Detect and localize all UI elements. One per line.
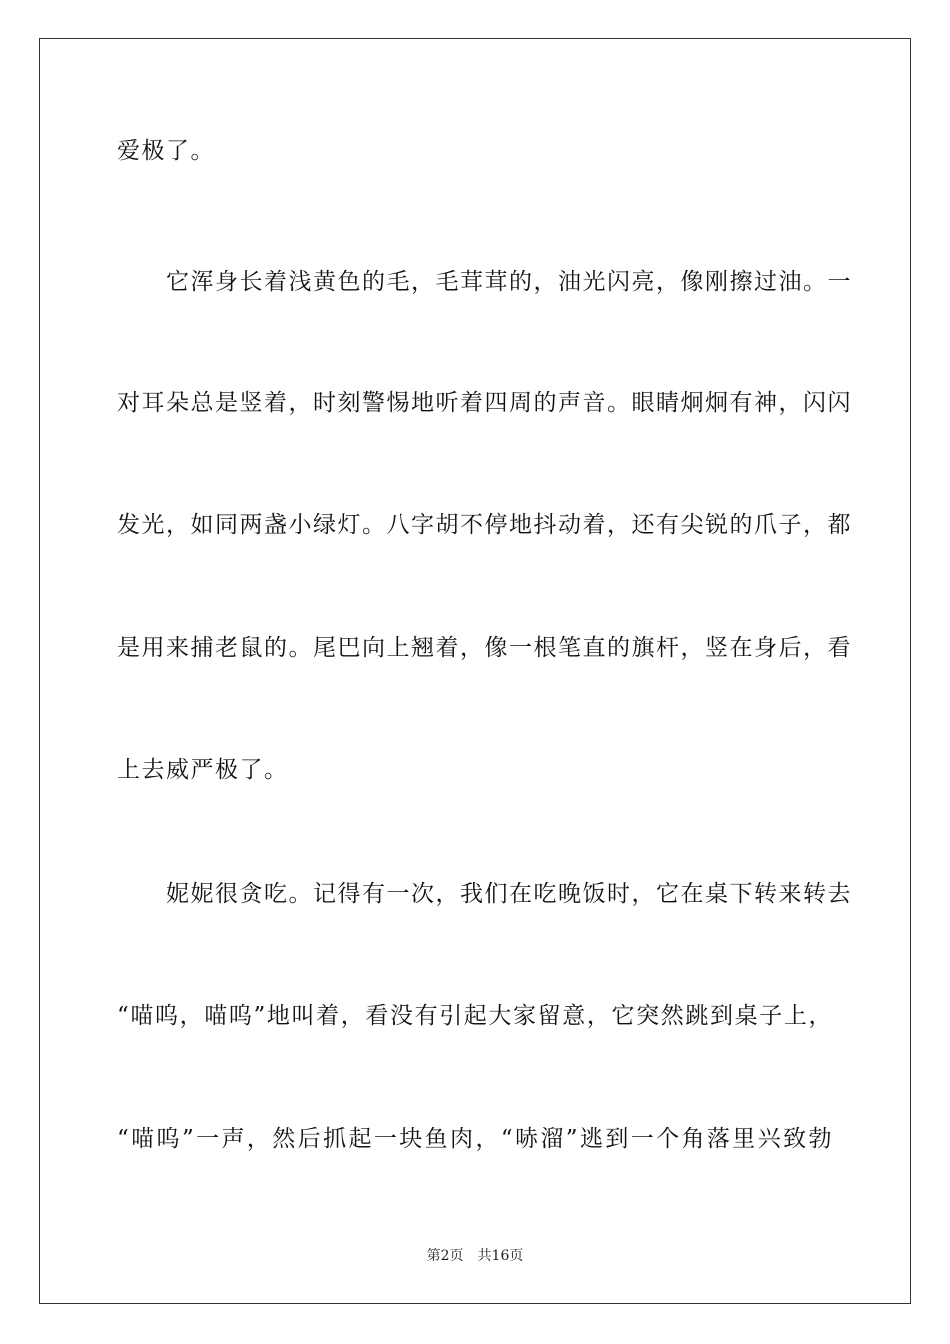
page-border: [39, 38, 911, 1304]
page-number: 第2页: [426, 1248, 464, 1264]
text-line-9: “喵呜”一声，然后抓起一块鱼肉，“哧溜”逃到一个角落里兴致勃: [117, 1126, 833, 1152]
text-line-5: 是用来捕老鼠的。尾巴向上翘着，像一根笔直的旗杆，竖在身后，看: [117, 635, 852, 661]
text-line-3: 对耳朵总是竖着，时刻警惕地听着四周的声音。眼睛炯炯有神，闪闪: [117, 390, 852, 416]
text-line-1: 爱极了。: [117, 138, 215, 164]
text-line-8: “喵呜，喵呜”地叫着，看没有引起大家留意，它突然跳到桌子上，: [117, 1003, 833, 1029]
text-line-7: 妮妮很贪吃。记得有一次，我们在吃晚饭时，它在桌下转来转去: [117, 881, 852, 907]
text-line-2: 它浑身长着浅黄色的毛，毛茸茸的，油光闪亮，像刚擦过油。一: [117, 269, 852, 295]
page-total: 共16页: [477, 1248, 524, 1264]
text-line-4: 发光，如同两盏小绿灯。八字胡不停地抖动着，还有尖锐的爪子，都: [117, 512, 852, 538]
page-footer: [0, 1246, 950, 1266]
text-line-6: 上去威严极了。: [117, 757, 289, 783]
